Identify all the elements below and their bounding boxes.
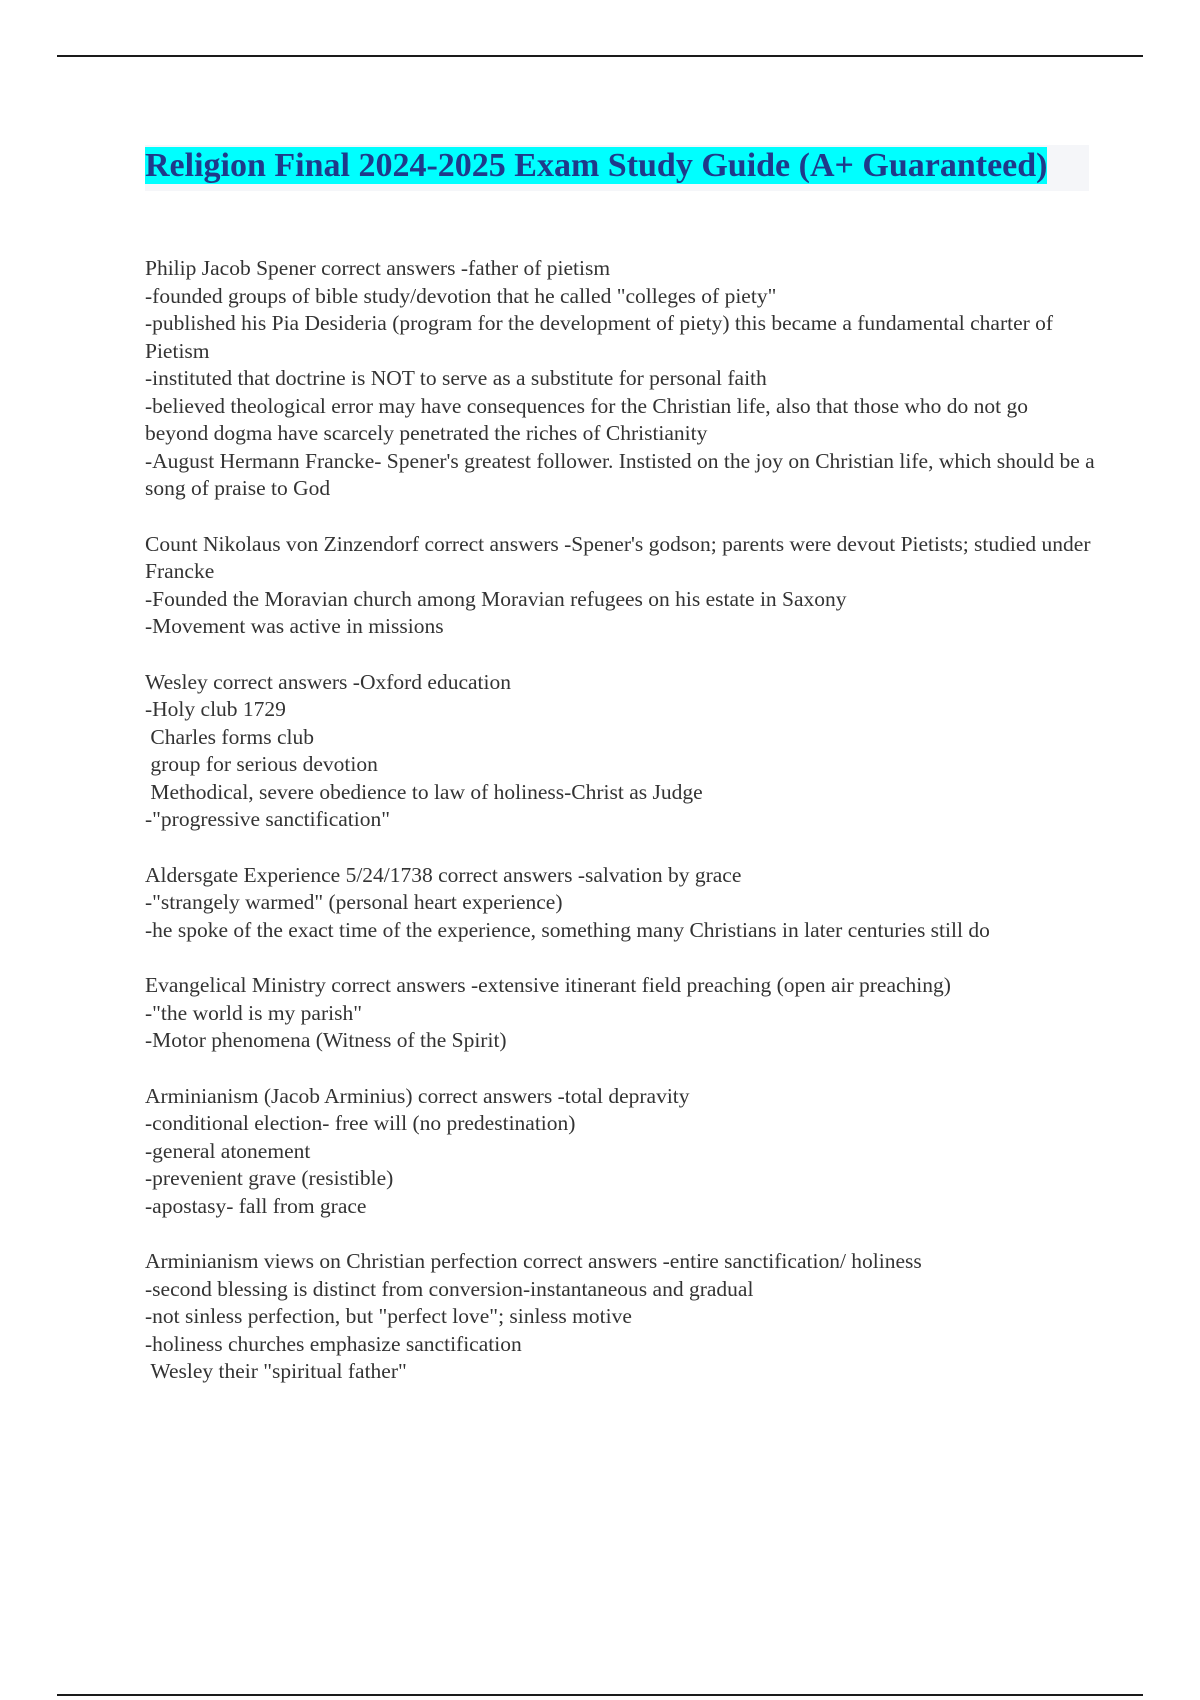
- entry-line: Methodical, severe obedience to law of holiness-Christ as Judge: [145, 779, 703, 804]
- entry-line: Arminianism views on Christian perfection correct answers -entire sanctification/ holiness: [145, 1249, 922, 1273]
- study-guide-content: [145, 255, 1101, 1414]
- entry-wesley: [145, 669, 1095, 834]
- entry-line: -conditional election- free will (no predestination): [145, 1111, 576, 1135]
- entry-line: group for serious devotion: [145, 752, 378, 776]
- entry-line: -"the world is my parish": [145, 1000, 362, 1025]
- entry-line: -general atonement: [145, 1138, 311, 1163]
- entry-line: -second blessing is distinct from conversion-instantaneous and gradual: [145, 1276, 754, 1301]
- entry-line: -"strangely warmed" (personal heart experience): [145, 890, 563, 914]
- entry-line: -believed theological error may have consequences for the Christian life, also that those who do not go beyond dogma have scarcely penetrated the riches of Christianity: [145, 393, 1034, 445]
- entry-line: Philip Jacob Spener correct answers -father of pietism: [145, 256, 611, 280]
- entry-line: -Holy club 1729: [145, 697, 286, 721]
- entry-line: -not sinless perfection, but "perfect love"; sinless motive: [145, 1304, 632, 1328]
- entry-line: -Motor phenomena (Witness of the Spirit): [145, 1028, 507, 1052]
- entry-zinzendorf: [145, 531, 1095, 641]
- entry-spener: [145, 255, 1101, 503]
- entry-line: -Movement was active in missions: [145, 614, 444, 638]
- entry-line: -published his Pia Desideria (program for the development of piety) this became a fundamental charter of Pietism: [145, 311, 1059, 363]
- entry-line: Wesley their "spiritual father": [145, 1359, 407, 1383]
- title-block: [145, 145, 1089, 191]
- entry-line: Aldersgate Experience 5/24/1738 correct answers -salvation by grace: [145, 862, 742, 887]
- entry-arminianism: [145, 1083, 1095, 1221]
- top-rule: [57, 55, 1143, 57]
- page-title: [145, 145, 1089, 187]
- entry-line: Arminianism (Jacob Arminius) correct answers -total depravity: [145, 1083, 690, 1108]
- entry-line: -prevenient grave (resistible): [145, 1166, 394, 1190]
- entry-line: -August Hermann Francke- Spener's greatest follower. Instisted on the joy on Christian life, which should be a song of praise to God: [145, 448, 1101, 500]
- entry-line: -he spoke of the exact time of the experience, something many Christians in later centuries still do: [145, 917, 990, 942]
- title-highlight: Religion Final 2024-2025 Exam Study Guide (A+ Guaranteed): [145, 147, 1048, 184]
- entry-line: Wesley correct answers -Oxford education: [145, 669, 512, 694]
- entry-line: Evangelical Ministry correct answers -extensive itinerant field preaching (open air preaching): [145, 973, 951, 997]
- entry-line: Charles forms club: [145, 724, 314, 749]
- entry-line: -instituted that doctrine is NOT to serve as a substitute for personal faith: [145, 366, 767, 390]
- entry-line: -founded groups of bible study/devotion that he called "colleges of piety": [145, 283, 777, 308]
- entry-aldersgate: [145, 862, 1095, 945]
- bottom-rule: [57, 1694, 1143, 1696]
- entry-line: Count Nikolaus von Zinzendorf correct answers -Spener's godson; parents were devout Pietists; studied under Francke: [145, 531, 1096, 583]
- entry-line: -Founded the Moravian church among Moravian refugees on his estate in Saxony: [145, 586, 847, 611]
- entry-christian-perfection: [145, 1248, 1095, 1386]
- entry-line: -"progressive sanctification": [145, 807, 391, 831]
- entry-evangelical-ministry: [145, 972, 1095, 1055]
- entry-line: -holiness churches emphasize sanctification: [145, 1331, 522, 1356]
- entry-line: -apostasy- fall from grace: [145, 1193, 367, 1218]
